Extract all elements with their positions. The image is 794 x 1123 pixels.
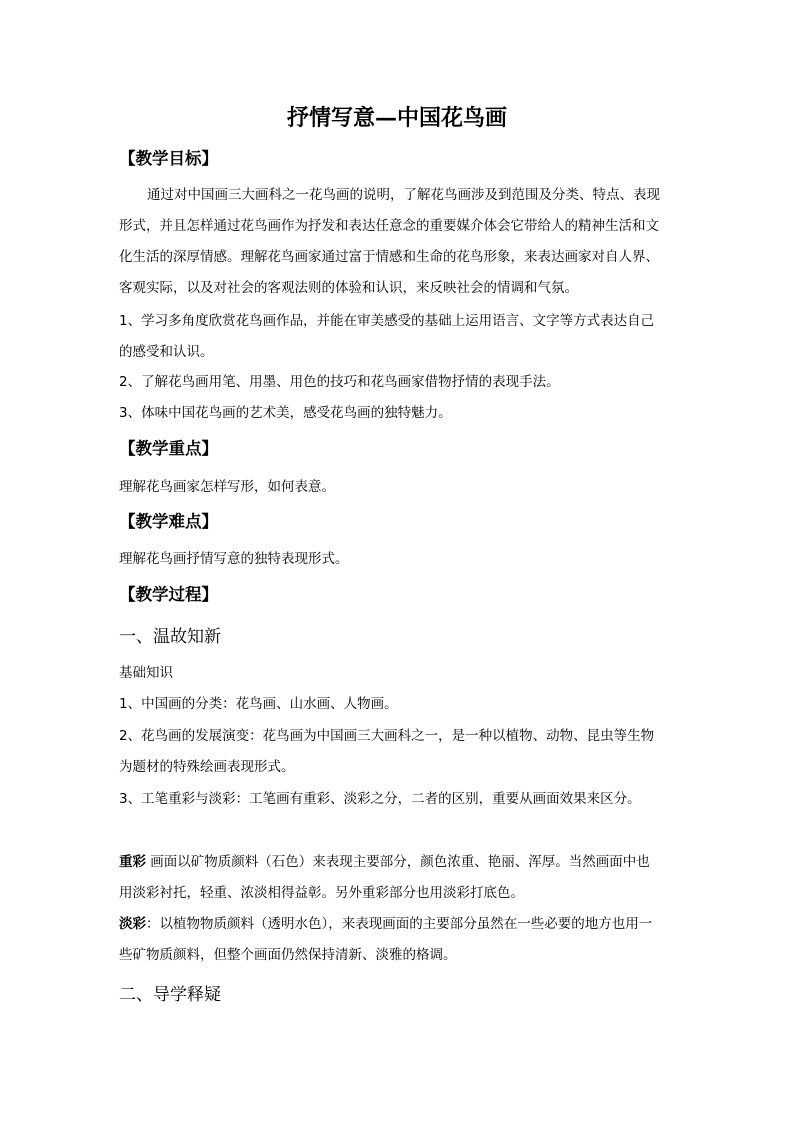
section-1-item-2-line-1: 2、花鸟画的发展演变：花鸟画为中国画三大画科之一，是一种以植物、动物、昆虫等生物 (119, 728, 655, 744)
section-1-title: 一、温故知新 (119, 627, 221, 647)
objectives-item-2: 2、了解花鸟画用笔、用墨、用色的技巧和花鸟画家借物抒情的表现手法。 (119, 374, 560, 390)
process-heading: 【教学过程】 (119, 585, 218, 604)
objectives-item-1-line-2: 的感受和认识。 (119, 344, 214, 360)
key-points-heading: 【教学重点】 (119, 439, 218, 458)
difficulties-text: 理解花鸟画抒情写意的独特表现形式。 (119, 551, 349, 567)
objectives-heading: 【教学目标】 (119, 149, 218, 168)
objectives-intro-line-2: 形式，并且怎样通过花鸟画作为抒发和表达任意念的重要媒介体会它带给人的精神生活和文 (119, 218, 659, 234)
difficulties-heading: 【教学难点】 (119, 512, 218, 531)
objectives-item-3: 3、体味中国花鸟画的艺术美，感受花鸟画的独特魅力。 (119, 405, 452, 421)
document-title: 抒情写意—中国花鸟画 (286, 105, 507, 131)
objectives-intro-line-1: 通过对中国画三大画科之一花鸟画的说明，了解花鸟画涉及到范围及分类、特点、表现 (147, 187, 660, 203)
objectives-intro-line-3: 化生活的深厚情感。理解花鸟画家通过富于情感和生命的花鸟形象，来表达画家对自人界、 (119, 249, 659, 265)
dancai-term: 淡彩 (119, 916, 146, 932)
zhongcai-paragraph-line-1 (119, 852, 679, 873)
section-2-title: 二、导学释疑 (119, 985, 221, 1005)
section-1-item-1: 1、中国画的分类：花鸟画、山水画、人物画。 (119, 696, 398, 712)
section-1-item-2-line-2: 为题材的特殊绘画表现形式。 (119, 759, 295, 775)
dancai-paragraph-line-1 (119, 914, 679, 935)
zhongcai-text: 画面以矿物质颜料（石色）来表现主要部分，颜色浓重、艳丽、浑厚。当然画面中也 (146, 854, 650, 870)
objectives-intro-line-4: 客观实际，以及对社会的客观法则的体验和认识，来反映社会的情调和气氛。 (119, 280, 578, 296)
key-points-text: 理解花鸟画家怎样写形，如何表意。 (119, 479, 335, 495)
dancai-text: ：以植物物质颜料（透明水色），来表现画面的主要部分虽然在一些必要的地方也用一 (146, 916, 653, 932)
zhongcai-paragraph-line-2: 用淡彩衬托，轻重、浓淡相得益彰。另外重彩部分也用淡彩打底色。 (119, 885, 524, 901)
objectives-item-1-line-1: 1、学习多角度欣赏花鸟画作品，并能在审美感受的基础上运用语言、文字等方式表达自己 (119, 313, 655, 329)
dancai-paragraph-line-2: 些矿物质颜料，但整个画面仍然保持清新、淡雅的格调。 (119, 947, 457, 963)
section-1-item-3: 3、工笔重彩与淡彩：工笔画有重彩、淡彩之分，二者的区别，重要从画面效果来区分。 (119, 791, 641, 807)
zhongcai-term: 重彩 (119, 854, 146, 870)
section-1-label: 基础知识 (119, 665, 173, 681)
